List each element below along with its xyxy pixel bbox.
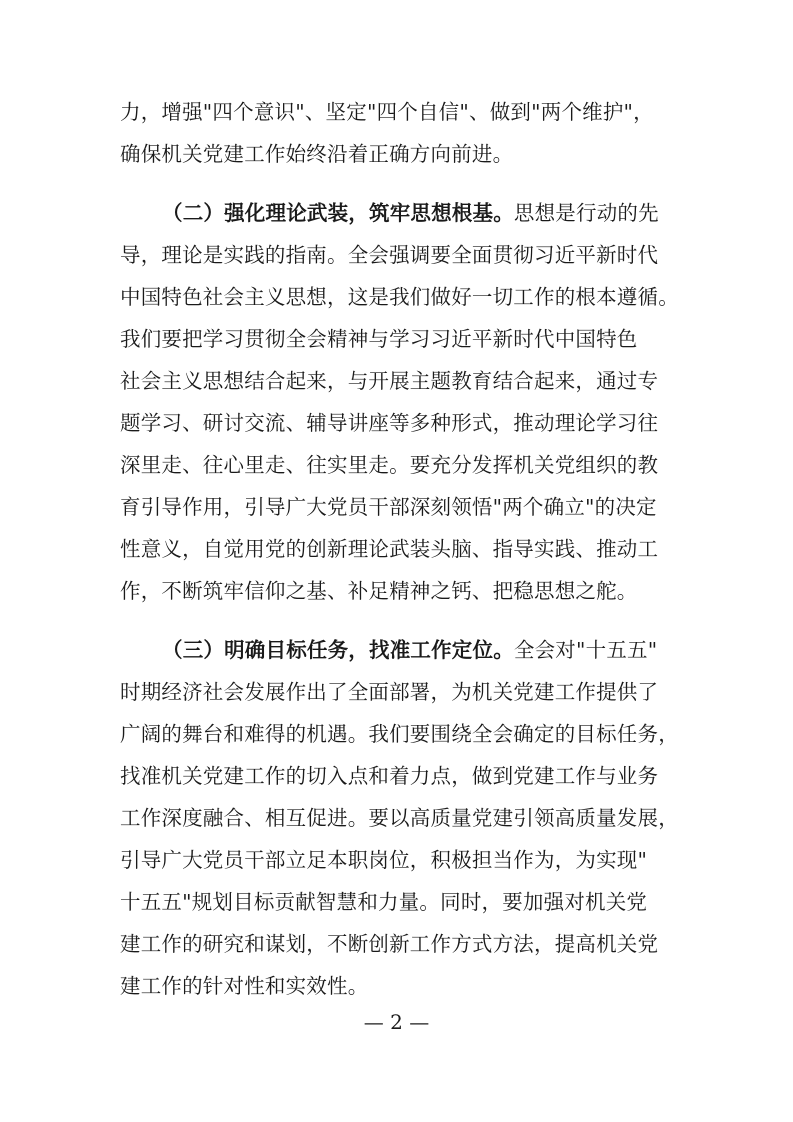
text-span: 全会对"十五五"	[513, 638, 658, 662]
text-span: 思想是行动的先	[513, 201, 659, 225]
paragraph-first-line	[162, 636, 657, 664]
text-line: 题学习、研讨交流、辅导讲座等多种形式，推动理论学习往	[120, 411, 659, 435]
page-number: — 2 —	[363, 1010, 430, 1034]
text-line: 性意义，自觉用党的创新理论武装头脑、指导实践、推动工	[120, 537, 659, 561]
text-line: 引导广大党员干部立足本职岗位，积极担当作为，为实现"	[120, 848, 648, 872]
text-line: 确保机关党建工作始终沿着正确方向前进。	[120, 142, 514, 166]
text-line: 力，增强"四个意识"、坚定"四个自信"、做到"两个维护"，	[120, 100, 654, 124]
paragraph-first-line	[162, 199, 659, 227]
section-heading: （二）强化理论武装，筑牢思想根基。	[162, 201, 514, 225]
text-line: 我们要把学习贯彻全会精神与学习习近平新时代中国特色	[120, 327, 638, 351]
text-line: 育引导作用，引导广大党员干部深刻领悟"两个确立"的决定	[120, 495, 657, 519]
text-line: 社会主义思想结合起来，与开展主题教育结合起来，通过专	[120, 369, 659, 393]
text-line: 作，不断筑牢信仰之基、补足精神之钙、把稳思想之舵。	[120, 579, 638, 603]
text-line: 建工作的研究和谋划，不断创新工作方式方法，提高机关党	[120, 932, 659, 956]
text-line: 建工作的针对性和实效性。	[120, 974, 369, 998]
text-line: 找准机关党建工作的切入点和着力点，做到党建工作与业务	[120, 764, 659, 788]
text-line: 广阔的舞台和难得的机遇。我们要围绕全会确定的目标任务，	[120, 722, 679, 746]
section-heading: （三）明确目标任务，找准工作定位。	[162, 638, 514, 662]
text-line: 工作深度融合、相互促进。要以高质量党建引领高质量发展，	[120, 806, 679, 830]
text-line: 中国特色社会主义思想，这是我们做好一切工作的根本遵循。	[120, 285, 679, 309]
text-line: 深里走、往心里走、往实里走。要充分发挥机关党组织的教	[120, 453, 659, 477]
text-line: 时期经济社会发展作出了全面部署，为机关党建工作提供了	[120, 680, 659, 704]
text-line: 导，理论是实践的指南。全会强调要全面贯彻习近平新时代	[120, 243, 659, 267]
text-line: 十五五"规划目标贡献智慧和力量。同时，要加强对机关党	[120, 890, 648, 914]
